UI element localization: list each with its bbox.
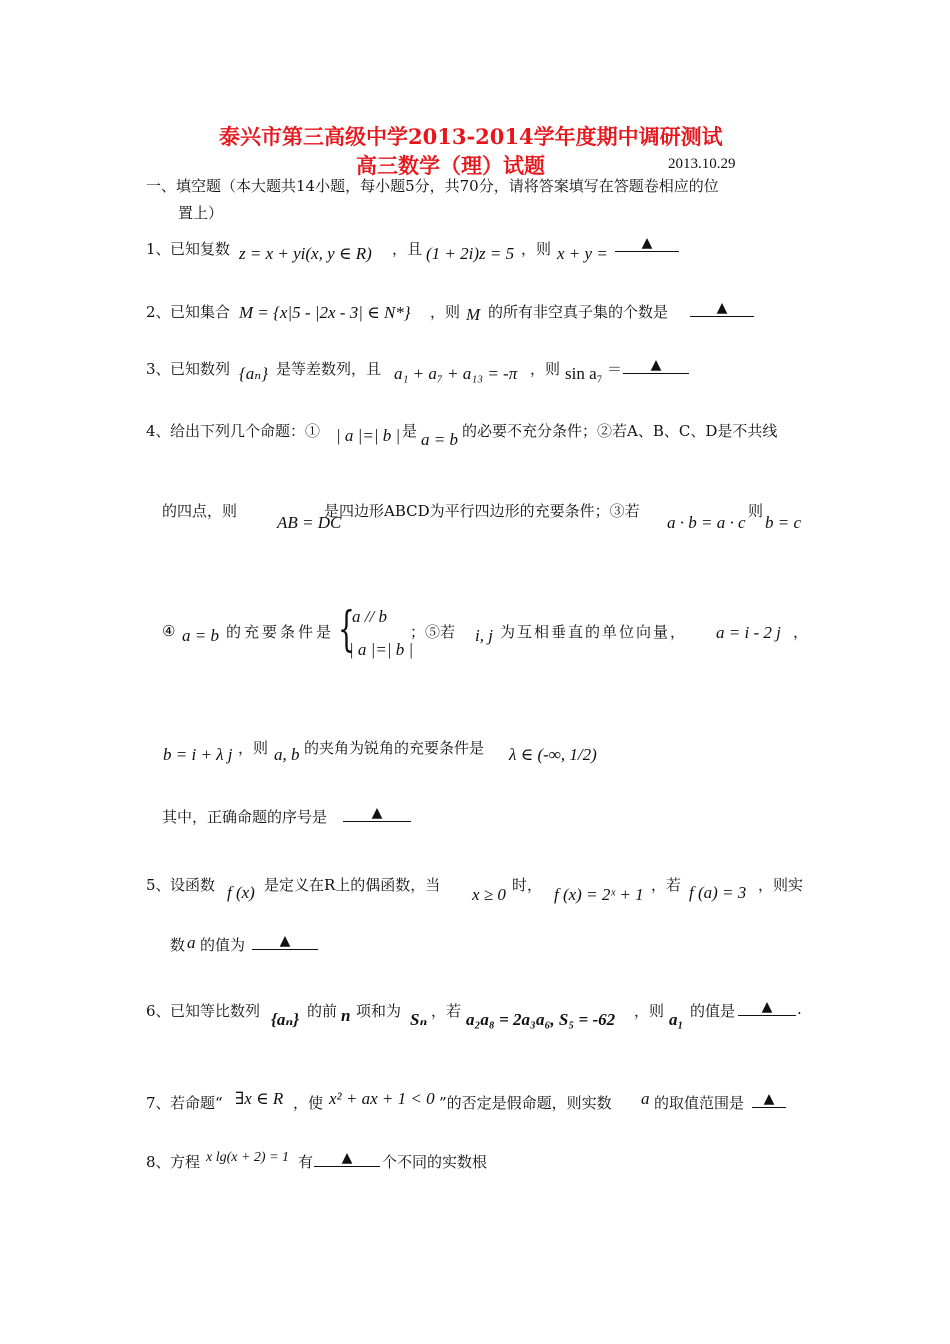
q4-text-13: 的夹角为锐角的充要条件是 [304,739,485,757]
q6-text-5: ，则 [634,1002,665,1020]
q6-text-3: 项和为 [356,1002,402,1020]
q6-formula-5: a₁ [669,1010,684,1029]
q4-text-8: 的充要条件是 [226,623,335,641]
q4-text-4: 的四点，则 [162,502,238,520]
q4-answer-blank: ▲ [343,806,411,822]
q6-text-6: 的值是 [690,1002,736,1020]
q2-formula-2: M [466,305,481,324]
q7-formula-3: a [641,1089,650,1108]
q4-formula-7a: a // b [352,607,387,626]
q4-formula-2: a = b [421,430,458,449]
q5-text-5: ，则实 [758,876,804,894]
q5-answer-blank: ▲ [252,934,318,950]
q4-cases-brace: { [338,601,355,657]
document-title-line2: 高三数学（理）试题 [356,153,545,178]
q4-formula-8: i, j [475,626,493,645]
q6-text-1: 已知等比数列 [170,1002,261,1020]
section-heading: 一、填空题（本大题共14小题，每小题5分，共70分，请将答案填写在答题卷相应的位 [146,177,719,195]
q1-number: 1、 [146,240,171,258]
q4-text-5: 是四边形ABCD为平行四边形的充要条件；③若 [324,502,640,520]
q4-text-11: ， [793,623,809,641]
q1-answer-blank: ▲ [615,236,679,252]
q7-number: 7、 [146,1094,171,1112]
q8-text-1: 方程 [170,1153,201,1171]
q5-formula-5: a [187,933,196,952]
q4-text-7: ④ [162,622,176,640]
q7-text-2: ，使 [293,1094,324,1112]
q3-formula-1: {aₙ} [239,364,268,383]
exam-date: 2013.10.29 [668,156,736,172]
q2-text-3: 的所有非空真子集的个数是 [488,303,669,321]
q8-text-3: 个不同的实数根 [382,1153,488,1171]
q5-text-4: ，若 [651,876,682,894]
q6-formula-4: a₂a₈ = 2a₃a₆, S₅ = -62 [466,1010,616,1029]
q7-text-4: 的取值范围是 [654,1094,745,1112]
q1-formula-1: z = x + yi(x, y ∈ R) [239,244,372,263]
q2-number: 2、 [146,303,171,321]
document-title-line1: 泰兴市第三高级中学2013-2014学年度期中调研测试 [219,124,723,149]
q4-formula-9: a = i - 2 j [716,623,781,642]
q5-text-1: 设函数 [170,876,216,894]
q2-text-1: 已知集合 [170,303,231,321]
q4-text-10: 为互相垂直的单位向量， [500,623,688,641]
q3-formula-3: sin a₇ [565,364,603,383]
q8-formula-1: x lg(x + 2) = 1 [206,1150,290,1165]
q1-text-1: 已知复数 [170,240,231,258]
q4-formula-4: a · b = a · c [667,513,746,532]
q8-text-2: 有 [298,1153,314,1171]
q5-formula-3: f (x) = 2ˣ + 1 [554,885,644,904]
q2-formula-1: M = {x|5 - |2x - 3| ∈ N*} [239,303,411,322]
q2-answer-blank: ▲ [690,301,754,317]
q5-text-2: 是定义在R上的偶函数，当 [264,876,441,894]
q7-text-3: ”的否定是假命题，则实数 [439,1094,612,1112]
q5-number: 5、 [146,876,171,894]
q7-text-1: 若命题“ [170,1094,223,1112]
q1-formula-2: (1 + 2i)z = 5 [426,244,515,263]
q6-formula-3: Sₙ [410,1010,428,1029]
q8-number: 8、 [146,1153,171,1171]
q4-text-6: 则 [748,502,764,520]
q3-text-4: ＝ [607,360,623,378]
q6-number: 6、 [146,1002,171,1020]
q4-formula-5: b = c [765,513,802,532]
q3-text-1: 已知数列 [170,360,231,378]
q8-answer-blank: ▲ [314,1151,380,1167]
q4-formula-7b: | a |=| b | [349,640,414,659]
q4-formula-1: | a |=| b | [336,426,401,445]
q4-formula-6: a = b [182,626,219,645]
q4-formula-11: a, b [274,745,300,764]
q5-formula-4: f (a) = 3 [689,883,747,902]
q4-formula-10: b = i + λ j [163,745,233,764]
section-heading-cont: 置上） [178,204,224,222]
q5-formula-1: f (x) [227,883,255,902]
q7-formula-2: x² + ax + 1 < 0 [329,1089,435,1108]
q7-formula-1: ∃x ∈ R [235,1089,284,1108]
q4-text-9: ；⑤若 [410,623,456,641]
q7-answer-blank: ▲ [752,1092,786,1108]
q6-answer-blank: ▲ [738,1000,796,1016]
q3-text-3: ，则 [530,360,561,378]
q4-number: 4、 [146,422,171,440]
q2-text-2: ，则 [430,303,461,321]
q6-text-2: 的前 [307,1002,338,1020]
q1-text-2: ，且 [392,240,423,258]
q3-number: 3、 [146,360,171,378]
q5-text-6: 数 [170,936,186,954]
q3-formula-2: a₁ + a₇ + a₁₃ = -π [394,364,518,383]
q6-text-7: . [797,1000,802,1018]
q4-text-3: 的必要不充分条件；②若A、B、C、D是不共线 [462,422,778,440]
q4-formula-3: AB = DC [277,513,342,532]
q4-text-14: 其中，正确命题的序号是 [162,808,328,826]
q1-text-3: ，则 [521,240,552,258]
q6-formula-2: n [341,1006,351,1025]
q3-text-2: 是等差数列，且 [276,360,382,378]
q4-text-12: ，则 [238,739,269,757]
q6-formula-1: {aₙ} [271,1010,300,1029]
q4-formula-12: λ ∈ (-∞, 1/2) [509,745,597,764]
q4-text-2: 是 [402,422,418,440]
q3-answer-blank: ▲ [623,358,689,374]
q5-text-3: 时， [512,876,543,894]
q5-text-7: 的值为 [200,936,246,954]
q5-formula-2: x ≥ 0 [472,885,506,904]
q1-formula-3: x + y = [557,244,608,263]
q4-text-1: 给出下列几个命题：① [170,422,321,440]
q6-text-4: ，若 [431,1002,462,1020]
